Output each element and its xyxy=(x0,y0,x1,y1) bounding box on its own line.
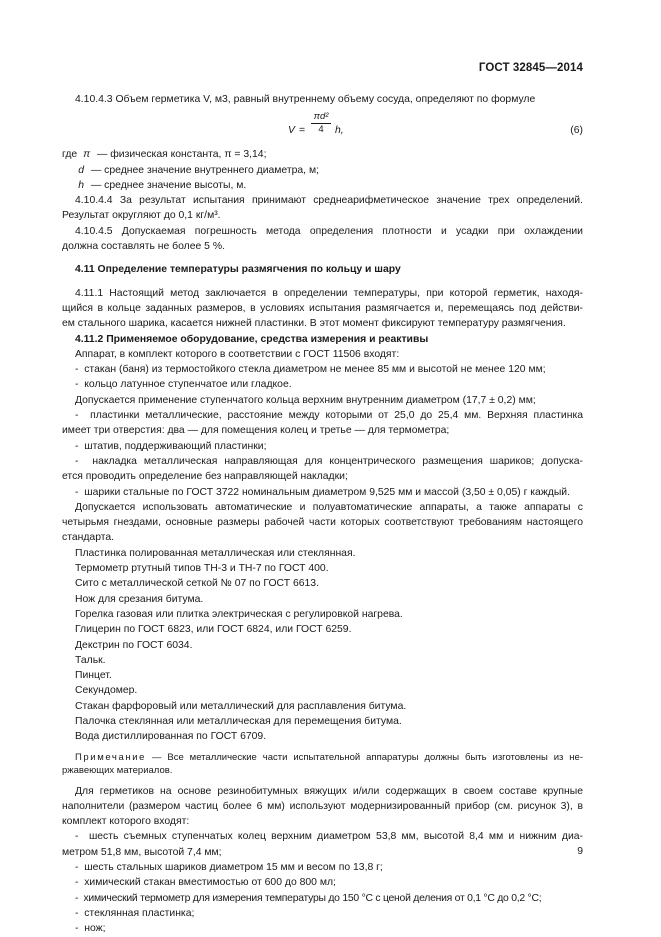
list-item: - штатив, поддерживающий пластинки; xyxy=(62,439,583,454)
equipment-item: Тальк. xyxy=(75,654,106,666)
formula-fraction xyxy=(311,111,331,136)
clause-4-11-1-line: 4.11.1 Настоящий метод заключается в определении температуры, при которой герметик, находя- xyxy=(75,287,583,299)
where-symbol: π xyxy=(83,149,91,161)
clause-4-10-4-3: 4.10.4.3 Объем герметика V, м3, равный внутреннему объему сосуда, определяют по формуле xyxy=(75,94,536,105)
formula-6 xyxy=(62,111,583,145)
equipment-item: Пластинка полированная металлическая или стеклянная. xyxy=(75,547,356,559)
where-label: где xyxy=(62,149,78,161)
list-item-continuation: метром 51,8 мм, высотой 7,4 мм; xyxy=(62,846,222,858)
where-symbol: d xyxy=(78,164,84,176)
list-item: - шесть съемных ступенчатых колец верхним диаметром 53,8 мм, высотой 8,4 мм и нижним диа- xyxy=(62,829,583,844)
rubber-bitumen-line: комплект которого входят: xyxy=(62,816,190,828)
list-item: - химический стакан вместимостью от 600 до 800 мл; xyxy=(62,875,583,890)
clause-4-10-4-4-line: 4.10.4.4 За результат испытания принимают среднеарифметическое значение трех определений. xyxy=(75,195,583,207)
automatic-apparatus-line: Допускается использовать автоматические и полуавтоматические аппараты, а также аппараты с xyxy=(75,501,583,513)
subsection-title-4-11-2: 4.11.2 Применяемое оборудование, средства измерения и реактивы xyxy=(75,333,429,345)
equipment-item: Палочка стеклянная или металлическая для перемещения битума. xyxy=(75,715,402,727)
list-item-continuation: имеет три отверстия: два — для помещения колец и третье — для термометра; xyxy=(62,425,450,437)
document-header: ГОСТ 32845—2014 xyxy=(478,62,583,74)
formula-tail: h, xyxy=(335,125,344,137)
where-text: — среднее значение высоты, м. xyxy=(90,179,247,191)
equipment-item: Горелка газовая или плитка электрическая с регулировкой нагрева. xyxy=(75,608,403,620)
list-item: - накладка металлическая направляющая для концентрического размещения шариков; допуска- xyxy=(62,454,583,469)
where-item-pi xyxy=(62,147,583,162)
note-text: — Все металлические части испытательной аппаратуры должны быть изготовлены из не- xyxy=(146,751,583,763)
list-item: - шесть стальных шариков диаметром 15 мм и весом по 13,8 г; xyxy=(62,860,583,875)
list-item: - стеклянная пластинка; xyxy=(62,906,583,921)
automatic-apparatus-line: стандарта. xyxy=(62,532,115,544)
equipment-item: Глицерин по ГОСТ 6823, или ГОСТ 6824, или ГОСТ 6259. xyxy=(75,624,352,636)
where-symbol: h xyxy=(78,179,84,191)
equipment-item: Пинцет. xyxy=(75,670,112,682)
formula-numerator: πd² xyxy=(311,111,331,124)
clause-4-10-4-4-line: Результат округляют до 0,1 кг/м³. xyxy=(62,210,221,222)
where-item-d xyxy=(62,163,583,178)
list-item: - пластинки металлические, расстояние между которыми от 25,0 до 25,4 мм. Верхняя пластинка xyxy=(62,408,583,423)
rubber-bitumen-line: Для герметиков на основе резинобитумных вяжущих и/или содержащих в своем составе крупные xyxy=(75,785,583,797)
automatic-apparatus-line: четырьмя гнездами, основные размеры рабочей части которых соответствуют требованиям настоящего xyxy=(62,517,583,529)
formula-equals: = xyxy=(299,125,306,137)
list-item: - химический термометр для измерения температуры до 150 °С с ценой деления от 0,1 °С до 0,2 °С; xyxy=(62,891,583,906)
list-item: - нож; xyxy=(62,921,583,936)
where-item-h xyxy=(62,178,583,193)
note-label: Примечание xyxy=(75,751,146,763)
equipment-item: Декстрин по ГОСТ 6034. xyxy=(75,639,193,651)
equipment-item: Секундомер. xyxy=(75,685,138,697)
list-item-continuation: ется проводить определение без направляющей накладки; xyxy=(62,471,348,483)
where-text: — среднее значение внутреннего диаметра, м; xyxy=(90,164,319,176)
clause-4-11-1-line: ем стального шарика, касается нижней пластинки. В этот момент фиксируют температуру размягчения. xyxy=(62,318,566,330)
rubber-bitumen-line: наполнители (размером частиц более 6 мм) используют модернизированный прибор (см. рисунок 3), в xyxy=(62,800,583,812)
list-item: - шарики стальные по ГОСТ 3722 номинальным диаметром 9,525 мм и массой (3,50 ± 0,05) г каждый. xyxy=(62,485,583,500)
note-line xyxy=(62,751,583,765)
apparatus-intro: Аппарат, в комплект которого в соответствии с ГОСТ 11506 входят: xyxy=(75,348,400,360)
equipment-item: Термометр ртутный типов ТН-3 и ТН-7 по ГОСТ 400. xyxy=(75,563,329,575)
list-item: - кольцо латунное ступенчатое или гладкое. xyxy=(62,377,583,392)
document-body xyxy=(62,92,583,937)
note-line: ржавеющих материалов. xyxy=(62,765,173,777)
formula-lhs: V xyxy=(288,125,295,137)
equipment-item: Нож для срезания битума. xyxy=(75,593,204,605)
equipment-item: Вода дистиллированная по ГОСТ 6709. xyxy=(75,731,267,743)
clause-4-11-1-line: щийся в кольце заданных размеров, в условиях испытания размягчается и, перемещаясь под действи- xyxy=(62,302,583,314)
clause-4-10-4-5-line: должна составлять не более 5 %. xyxy=(62,241,225,253)
page-number: 9 xyxy=(577,846,583,857)
allowance-text: Допускается применение ступенчатого кольца верхним внутренним диаметром (17,7 ± 0,2) мм; xyxy=(75,394,536,406)
section-title-4-11: 4.11 Определение температуры размягчения по кольцу и шару xyxy=(75,264,401,276)
where-text: — физическая константа, π = 3,14; xyxy=(96,149,267,161)
formula-number: (6) xyxy=(570,125,583,137)
formula-denominator: 4 xyxy=(318,124,324,136)
list-item: - стакан (баня) из термостойкого стекла диаметром не менее 85 мм и высотой не менее 120 мм; xyxy=(62,362,583,377)
equipment-item: Сито с металлической сеткой № 07 по ГОСТ 6613. xyxy=(75,578,319,590)
equipment-item: Стакан фарфоровый или металлический для расплавления битума. xyxy=(75,700,407,712)
clause-4-10-4-5-line: 4.10.4.5 Допускаемая погрешность метода определения плотности и усадки при охлаждении xyxy=(75,225,583,237)
